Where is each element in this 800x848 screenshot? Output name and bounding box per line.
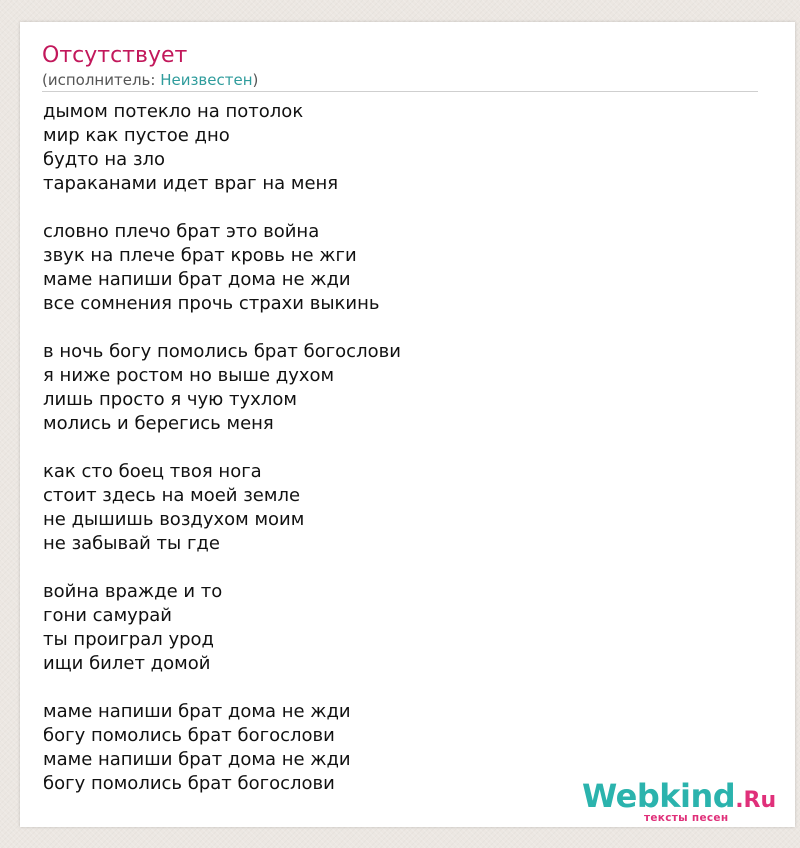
logo-word: Webkind — [582, 777, 736, 815]
webkind-logo[interactable] — [582, 778, 782, 828]
stanza — [43, 340, 401, 436]
lyric-line: не забывай ты где — [43, 533, 220, 554]
lyric-line: маме напиши брат дома не жди — [43, 749, 351, 770]
lyric-line: лишь просто я чую тухлом — [43, 389, 297, 410]
stanza — [43, 220, 401, 316]
lyric-line: молись и берегись меня — [43, 413, 274, 434]
lyric-line: я ниже ростом но выше духом — [43, 365, 335, 386]
lyric-line: словно плечо брат это война — [43, 221, 320, 242]
logo-tagline: тексты песен — [644, 812, 729, 824]
lyrics-card — [20, 22, 795, 827]
logo-tld: .Ru — [735, 788, 777, 813]
lyric-line: не дышишь воздухом моим — [43, 509, 305, 530]
lyric-line: богу помолись брат богослови — [43, 773, 335, 794]
lyric-line: война вражде и то — [43, 581, 223, 602]
artist-suffix: ) — [252, 71, 259, 89]
lyrics-body — [43, 100, 401, 820]
lyric-line: дымом потекло на потолок — [43, 101, 304, 122]
lyric-line: будто на зло — [43, 149, 166, 170]
artist-prefix: (исполнитель: — [42, 71, 161, 89]
stanza — [43, 700, 401, 796]
stanza — [43, 100, 401, 196]
lyric-line: маме напиши брат дома не жди — [43, 269, 351, 290]
artist-link[interactable]: Неизвестен — [160, 71, 253, 89]
lyric-line: ты проиграл урод — [43, 629, 214, 650]
lyric-line: богу помолись брат богослови — [43, 725, 335, 746]
lyric-line: ищи билет домой — [43, 653, 211, 674]
lyric-line: как сто боец твоя нога — [43, 461, 262, 482]
lyric-line: звук на плече брат кровь не жги — [43, 245, 357, 266]
lyric-line: в ночь богу помолись брат богослови — [43, 341, 401, 362]
header-divider — [42, 91, 758, 92]
stanza — [43, 580, 401, 676]
artist-line — [42, 70, 258, 90]
lyric-line: стоит здесь на моей земле — [43, 485, 301, 506]
lyric-line: гони самурай — [43, 605, 172, 626]
song-title: Отсутствует — [42, 43, 188, 68]
lyric-line: мир как пустое дно — [43, 125, 230, 146]
lyric-line: все сомнения прочь страхи выкинь — [43, 293, 380, 314]
lyric-line: тараканами идет враг на меня — [43, 173, 339, 194]
stanza — [43, 460, 401, 556]
lyric-line: маме напиши брат дома не жди — [43, 701, 351, 722]
